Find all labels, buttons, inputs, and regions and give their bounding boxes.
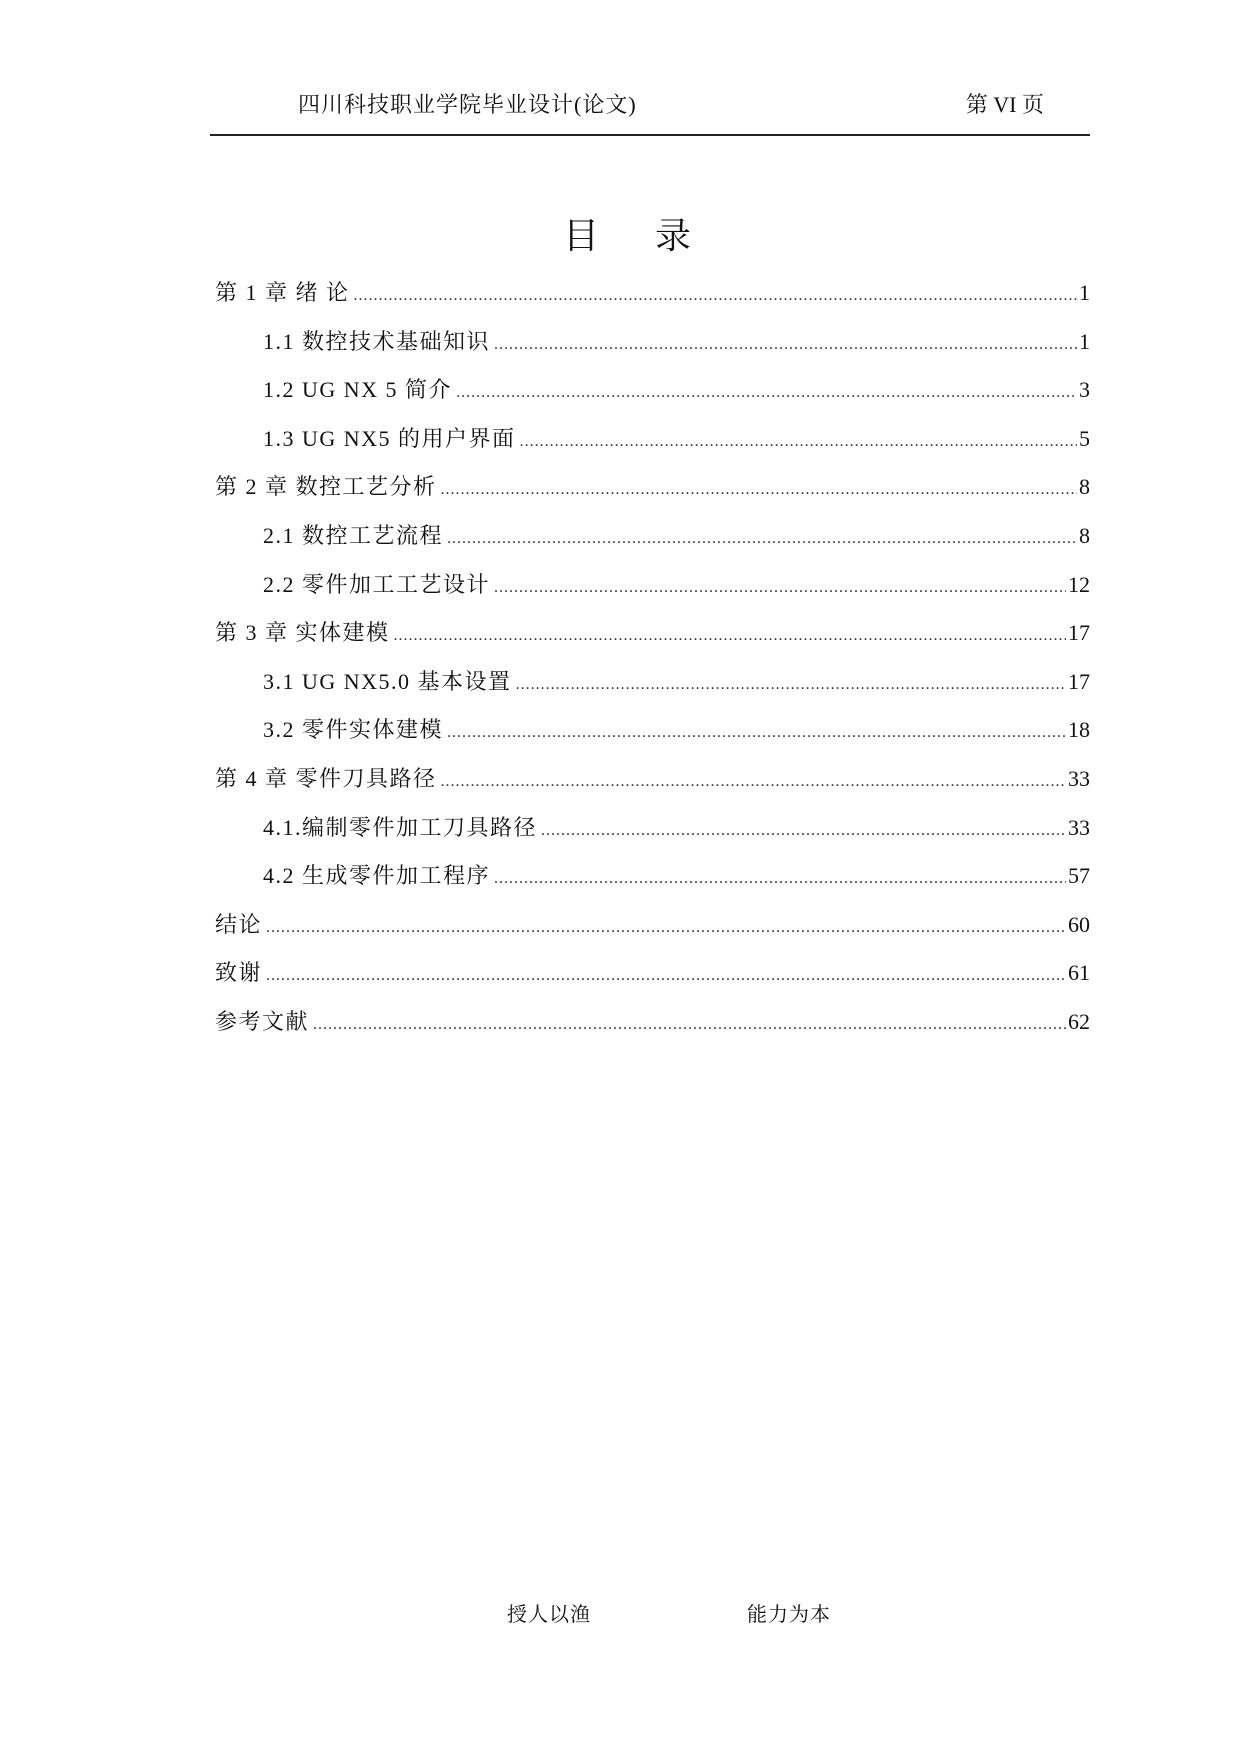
header-page-number: 第 VI 页 bbox=[965, 92, 1044, 117]
toc-dot-leader bbox=[447, 724, 1066, 742]
toc-entry[interactable] bbox=[215, 470, 1090, 519]
toc-entry[interactable] bbox=[215, 276, 1090, 325]
toc-entry-page-number: 57 bbox=[1068, 863, 1090, 889]
toc-dot-leader bbox=[313, 1016, 1066, 1034]
toc-entry-page-number: 1 bbox=[1079, 280, 1090, 305]
toc-dot-leader bbox=[494, 336, 1077, 354]
toc-entry-title: 结论 bbox=[215, 911, 263, 937]
toc-entry-page-number: 8 bbox=[1079, 474, 1090, 500]
toc-entry-title: 3.1 UG NX5.0 基本设置 bbox=[263, 668, 512, 694]
toc-dot-leader bbox=[494, 579, 1066, 597]
toc-dot-leader bbox=[494, 870, 1066, 888]
toc-entry-title: 致谢 bbox=[215, 960, 263, 986]
toc-entry-title: 2.1 数控工艺流程 bbox=[263, 522, 444, 548]
toc-entry-page-number: 5 bbox=[1079, 425, 1090, 451]
table-of-contents bbox=[215, 276, 1090, 1054]
page-header bbox=[210, 84, 1090, 136]
toc-entry[interactable] bbox=[215, 811, 1090, 860]
toc-entry[interactable] bbox=[215, 713, 1090, 762]
toc-entry-page-number: 1 bbox=[1079, 328, 1090, 354]
footer-motto-right: 能力为本 bbox=[747, 1604, 831, 1626]
toc-entry-page-number: 18 bbox=[1068, 717, 1090, 743]
toc-entry-page-number: 17 bbox=[1068, 620, 1090, 646]
toc-entry[interactable] bbox=[215, 422, 1090, 471]
toc-entry-title: 第 4 章 零件刀具路径 bbox=[215, 765, 437, 791]
header-title: 四川科技职业学院毕业设计(论文) bbox=[298, 92, 637, 117]
toc-entry[interactable] bbox=[215, 568, 1090, 617]
toc-dot-leader bbox=[456, 384, 1077, 402]
toc-entry-page-number: 3 bbox=[1079, 377, 1090, 403]
toc-entry[interactable] bbox=[215, 859, 1090, 908]
toc-entry-page-number: 33 bbox=[1068, 765, 1090, 791]
toc-entry-page-number: 62 bbox=[1068, 1008, 1090, 1034]
toc-entry-title: 第 3 章 实体建模 bbox=[215, 620, 390, 646]
toc-entry[interactable] bbox=[215, 665, 1090, 714]
toc-dot-leader bbox=[266, 967, 1066, 985]
toc-dot-leader bbox=[354, 287, 1077, 305]
toc-entry-title: 4.1.编制零件加工刀具路径 bbox=[263, 814, 538, 840]
toc-dot-leader bbox=[516, 676, 1066, 694]
toc-entry[interactable] bbox=[215, 616, 1090, 665]
toc-entry[interactable] bbox=[215, 373, 1090, 422]
toc-heading: 目录 bbox=[562, 216, 747, 257]
toc-entry-page-number: 60 bbox=[1068, 911, 1090, 937]
toc-entry[interactable] bbox=[215, 519, 1090, 568]
toc-entry[interactable] bbox=[215, 1005, 1090, 1054]
toc-dot-leader bbox=[394, 627, 1066, 645]
toc-entry-title: 第 2 章 数控工艺分析 bbox=[215, 474, 437, 500]
toc-entry-title: 1.1 数控技术基础知识 bbox=[263, 328, 491, 354]
toc-entry[interactable] bbox=[215, 762, 1090, 811]
toc-entry-title: 参考文献 bbox=[215, 1008, 310, 1034]
toc-entry[interactable] bbox=[215, 908, 1090, 957]
toc-dot-leader bbox=[520, 433, 1077, 451]
toc-entry-page-number: 8 bbox=[1079, 522, 1090, 548]
toc-entry-title: 3.2 零件实体建模 bbox=[263, 717, 444, 743]
toc-entry-title: 1.2 UG NX 5 简介 bbox=[263, 377, 453, 403]
toc-entry[interactable] bbox=[215, 325, 1090, 374]
toc-entry-title: 2.2 零件加工工艺设计 bbox=[263, 571, 491, 597]
toc-entry-title: 4.2 生成零件加工程序 bbox=[263, 863, 491, 889]
footer-motto-left: 授人以渔 bbox=[507, 1604, 591, 1626]
toc-dot-leader bbox=[441, 773, 1066, 791]
toc-entry-title: 1.3 UG NX5 的用户界面 bbox=[263, 425, 516, 451]
toc-entry-page-number: 17 bbox=[1068, 668, 1090, 694]
toc-entry-page-number: 33 bbox=[1068, 814, 1090, 840]
toc-entry-page-number: 61 bbox=[1068, 960, 1090, 986]
toc-dot-leader bbox=[266, 919, 1066, 937]
toc-dot-leader bbox=[447, 530, 1077, 548]
toc-dot-leader bbox=[541, 822, 1066, 840]
toc-entry[interactable] bbox=[215, 956, 1090, 1005]
toc-entry-title: 第 1 章 绪 论 bbox=[215, 280, 350, 305]
toc-entry-page-number: 12 bbox=[1068, 571, 1090, 597]
toc-dot-leader bbox=[441, 481, 1077, 499]
